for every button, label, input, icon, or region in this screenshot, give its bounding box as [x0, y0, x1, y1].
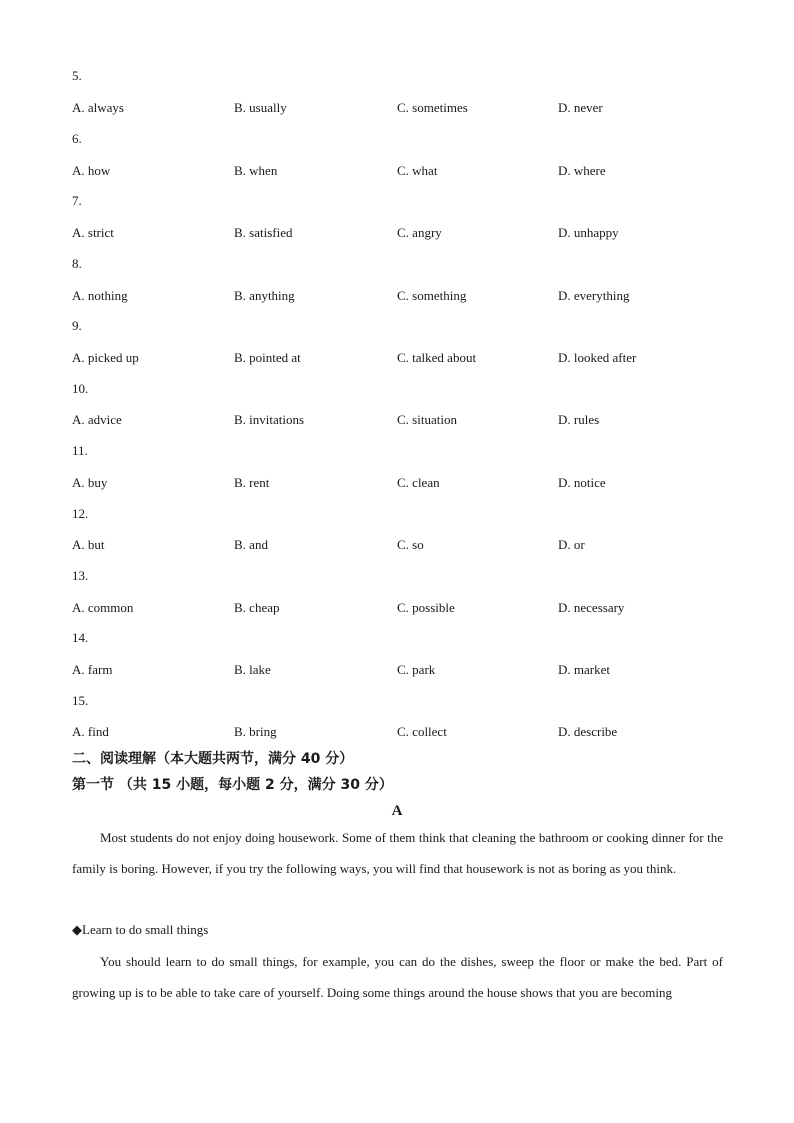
- option-b: B. usually: [234, 100, 287, 115]
- option-a: A. farm: [72, 662, 113, 677]
- option-b: B. when: [234, 163, 278, 178]
- option-c: C. sometimes: [397, 100, 468, 115]
- question-number: 9.: [72, 318, 82, 333]
- option-d: D. never: [558, 100, 603, 115]
- question-number: 13.: [72, 568, 89, 583]
- section-heading: 二、阅读理解（本大题共两节，满分 40 分）: [72, 751, 354, 767]
- option-d: D. describe: [558, 724, 618, 739]
- passage-paragraph: Most students do not enjoy doing housework. Some of them think that cleaning the bathroom or cooking dinner for the family is boring. However, if you try the following ways, you will find that housework is not as boring as you think.: [72, 830, 723, 876]
- option-c: C. situation: [397, 412, 457, 427]
- option-c: C. something: [397, 288, 467, 303]
- option-c: C. clean: [397, 475, 440, 490]
- option-d: D. everything: [558, 288, 630, 303]
- option-c: C. possible: [397, 600, 455, 615]
- option-a: A. always: [72, 100, 124, 115]
- option-b: B. rent: [234, 475, 270, 490]
- question-number: 6.: [72, 131, 82, 146]
- question-number: 15.: [72, 693, 89, 708]
- option-a: A. how: [72, 163, 111, 178]
- option-a: A. advice: [72, 412, 122, 427]
- question-number: 11.: [72, 443, 88, 458]
- option-b: B. invitations: [234, 412, 305, 427]
- question-number: 7.: [72, 193, 82, 208]
- option-a: A. but: [72, 537, 105, 552]
- passage-title: A: [391, 803, 403, 819]
- option-a: A. picked up: [72, 350, 139, 365]
- option-d: D. unhappy: [558, 225, 619, 240]
- option-d: D. notice: [558, 475, 606, 490]
- question-number: 8.: [72, 256, 82, 271]
- section-subheading: 第一节 （共 15 小题，每小题 2 分，满分 30 分）: [72, 777, 393, 793]
- option-a: A. find: [72, 724, 109, 739]
- option-b: B. lake: [234, 662, 271, 677]
- option-a: A. buy: [72, 475, 108, 490]
- option-a: A. strict: [72, 225, 114, 240]
- option-d: D. rules: [558, 412, 600, 427]
- option-c: C. angry: [397, 225, 442, 240]
- passage-bullet-heading: ◆Learn to do small things: [72, 922, 209, 937]
- option-b: B. anything: [234, 288, 295, 303]
- option-b: B. bring: [234, 724, 277, 739]
- option-c: C. what: [397, 163, 438, 178]
- question-number: 5.: [72, 68, 82, 83]
- option-d: D. or: [558, 537, 585, 552]
- option-a: A. common: [72, 600, 134, 615]
- option-d: D. necessary: [558, 600, 625, 615]
- passage-paragraph: You should learn to do small things, for example, you can do the dishes, sweep the floor or make the bed. Part of growing up is to be able to take care of yourself. Doing some things around the house shows that you are becoming: [72, 954, 723, 1000]
- option-b: B. and: [234, 537, 268, 552]
- option-a: A. nothing: [72, 288, 128, 303]
- question-number: 10.: [72, 381, 89, 396]
- option-b: B. cheap: [234, 600, 280, 615]
- option-c: C. park: [397, 662, 436, 677]
- option-d: D. market: [558, 662, 610, 677]
- question-number: 14.: [72, 630, 89, 645]
- option-b: B. satisfied: [234, 225, 293, 240]
- option-c: C. so: [397, 537, 424, 552]
- option-c: C. collect: [397, 724, 447, 739]
- option-d: D. where: [558, 163, 606, 178]
- option-b: B. pointed at: [234, 350, 301, 365]
- option-c: C. talked about: [397, 350, 477, 365]
- option-d: D. looked after: [558, 350, 637, 365]
- question-number: 12.: [72, 506, 89, 521]
